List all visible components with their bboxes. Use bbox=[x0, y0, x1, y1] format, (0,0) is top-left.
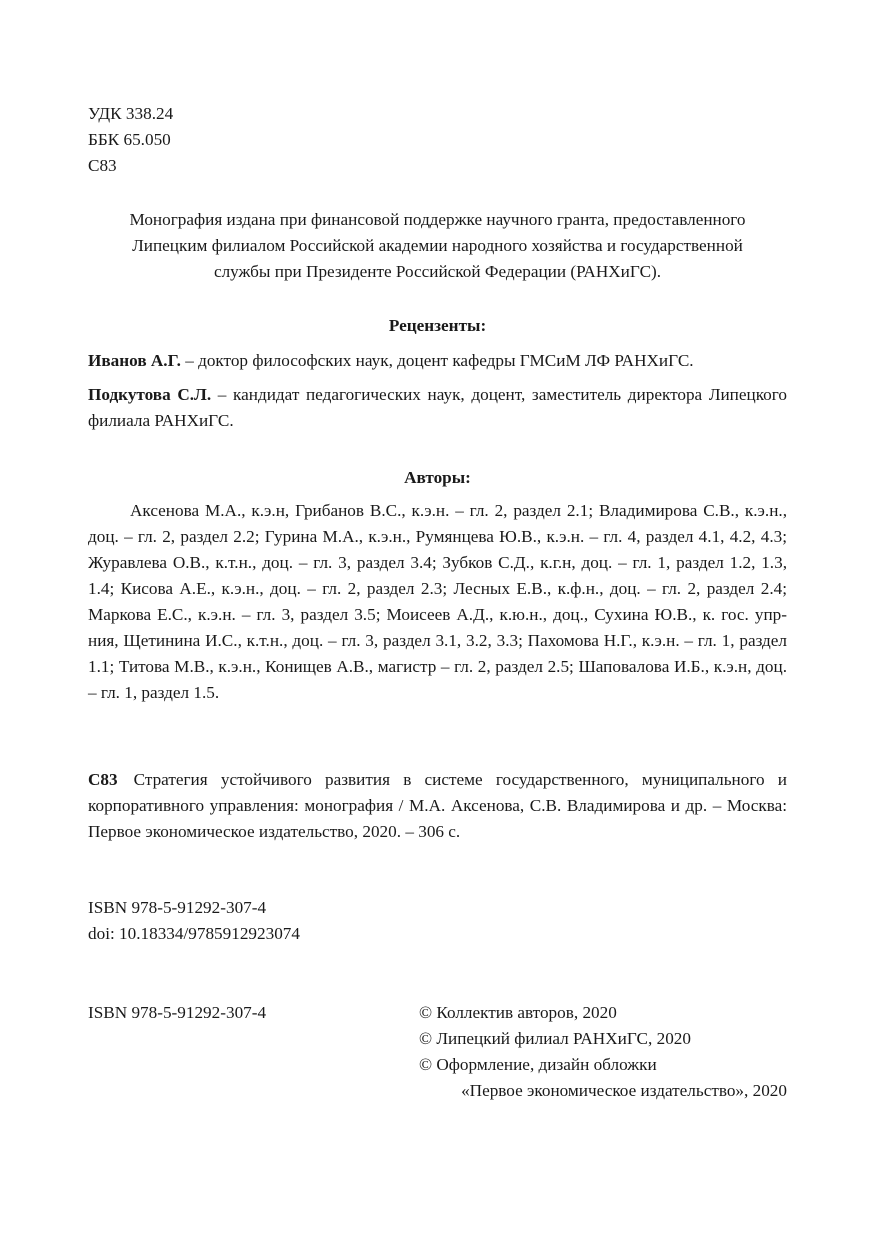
reviewer-description: – доктор философских наук, доцент кафедры ГМСиМ ЛФ РАНХиГС. bbox=[180, 351, 694, 370]
grant-notice-line: Монография издана при финансовой поддержке научного гранта, предоставленного bbox=[129, 210, 746, 229]
author-mark: С83 bbox=[88, 156, 117, 175]
copyright-line: © Коллектив авторов, 2020 bbox=[419, 1003, 617, 1022]
grant-notice bbox=[88, 207, 787, 285]
bibliographic-record bbox=[88, 767, 787, 845]
reviewer-name: Иванов А.Г. bbox=[88, 351, 181, 370]
authors-list: Аксенова М.А., к.э.н, Грибанов В.С., к.э.н. – гл. 2, раздел 2.1; Владимирова С.В., к.э.н., доц. – гл. 2, раздел 2.2; Гурина М.А., к.э.н., Румянцева Ю.В., к.э.н. – гл. 4, раздел 4.1, 4.2, 4.3; Журавлева О.В., к.т.н., доц. – гл. 3, раздел 3.4; Зубков С.Д., к.г.н, доц. – гл. 1, раздел 1.2, 1.3, 1.4; Кисова А.Е., к.э.н., доц. – гл. 2, раздел 2.3; Лесных Е.В., к.ф.н., доц. – гл. 2, раздел 2.4; Маркова Е.С., к.э.н. – гл. 3, раздел 3.5; Моисеев А.Д., к.ю.н., доц., Сухина Ю.В., к. гос. упр-ния, Щетинина И.С., к.т.н., доц. – гл. 3, раздел 3.1, 3.2, 3.3; Пахомова Н.Г., к.э.н. – гл. 1, раздел 1.1; Титова М.В., к.э.н., Конищев А.В., магистр – гл. 2, раздел 2.5; Шаповалова И.Б., к.э.н, доц. – гл. 1, раздел 1.5. bbox=[88, 501, 787, 702]
classification-codes bbox=[88, 101, 173, 179]
bibliographic-description: Стратегия устойчивого развития в системе государственного, муниципального и корпоративного управления: монография / М.А. Аксенова, С.В. Владимирова и др. – Москва: Первое экономическое издательство, 2020. – 306 с. bbox=[88, 770, 787, 841]
reviewer-entry bbox=[88, 348, 787, 374]
reviewer-entry bbox=[88, 382, 787, 434]
reviewer-name: Подкутова С.Л. bbox=[88, 385, 212, 404]
copyright-line: © Оформление, дизайн обложки bbox=[419, 1055, 657, 1074]
copyright-line: © Липецкий филиал РАНХиГС, 2020 bbox=[419, 1029, 691, 1048]
reviewer-description: – кандидат педагогических наук, доцент, заместитель директора Липецкого филиала РАНХиГС. bbox=[88, 385, 787, 430]
isbn: ISBN 978-5-91292-307-4 bbox=[88, 898, 267, 917]
copyright-block bbox=[387, 1000, 787, 1104]
grant-notice-line: Липецким филиалом Российской академии народного хозяйства и государственной bbox=[132, 236, 743, 255]
authors-heading: Авторы: bbox=[404, 468, 471, 487]
copyright-line: «Первое экономическое издательство», 2020 bbox=[461, 1081, 787, 1100]
identifiers bbox=[88, 895, 300, 947]
reviewers-heading: Рецензенты: bbox=[388, 316, 487, 335]
footer-isbn: ISBN 978-5-91292-307-4 bbox=[88, 1003, 267, 1022]
doi: doi: 10.18334/9785912923074 bbox=[88, 924, 300, 943]
bbk-code: ББК 65.050 bbox=[88, 130, 171, 149]
grant-notice-line: службы при Президенте Российской Федерации (РАНХиГС). bbox=[213, 262, 662, 281]
bibliographic-mark: С83 bbox=[88, 770, 118, 789]
udk-code: УДК 338.24 bbox=[88, 104, 174, 123]
